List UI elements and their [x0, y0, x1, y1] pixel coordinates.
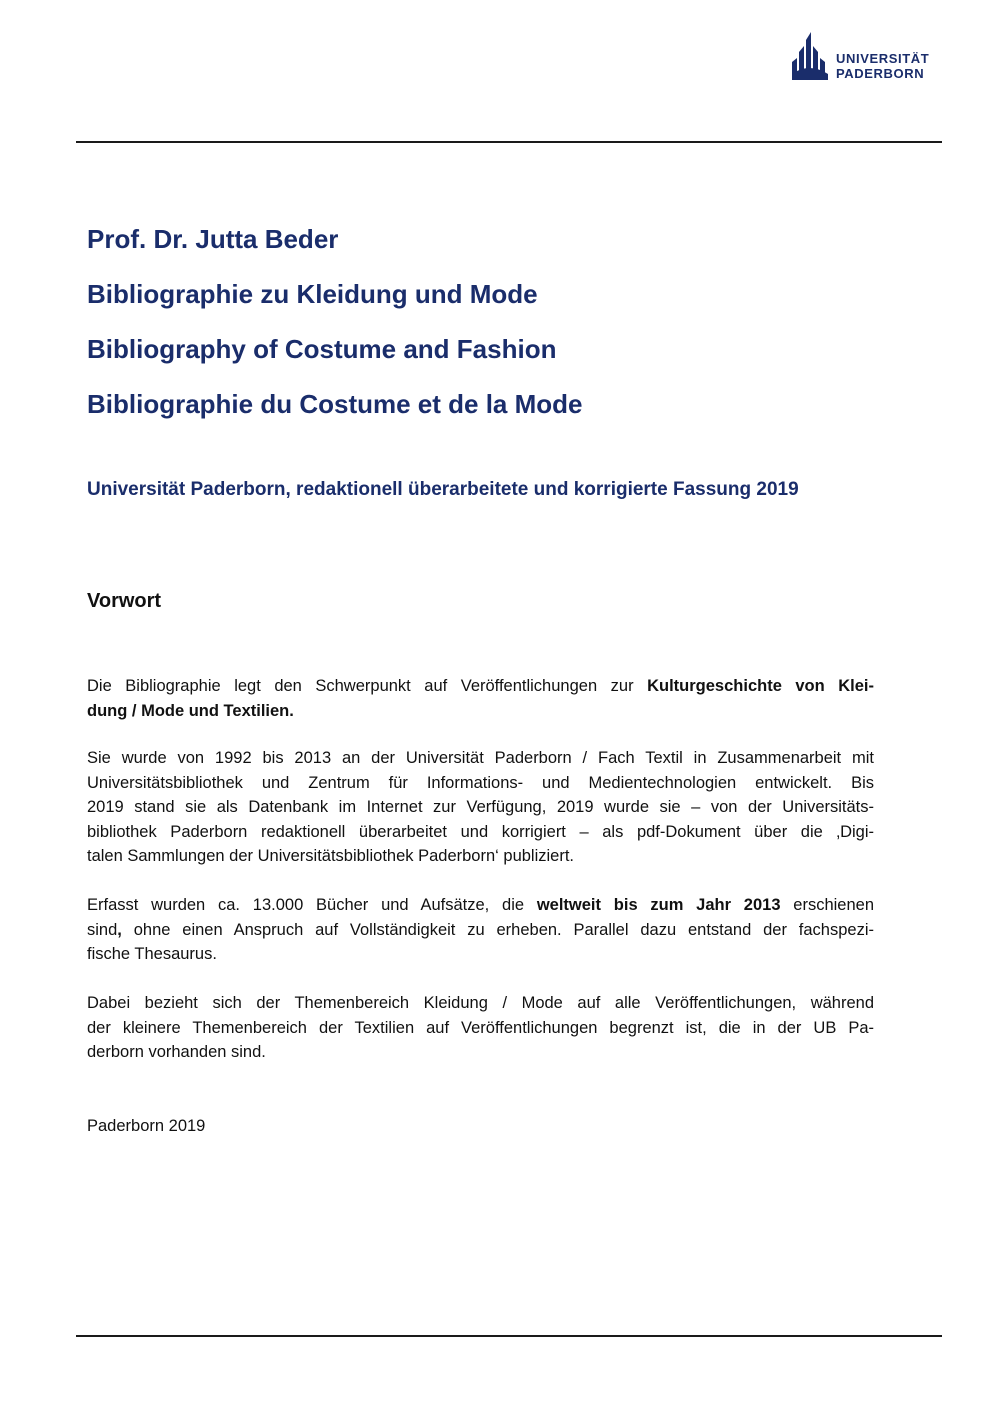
paragraph-line: bibliothek Paderborn redaktionell überarbeitet und korrigiert – als pdf-Dokument über die ‚Digi- — [87, 822, 874, 841]
paragraph-scope — [87, 893, 874, 967]
section-heading-vorwort: Vorwort — [87, 590, 162, 612]
bold-text-run: Kulturgeschichte von Klei- — [647, 677, 874, 695]
closing-place-date: Paderborn 2019 — [87, 1117, 206, 1135]
bold-text-run: , — [117, 920, 122, 939]
bold-text-run: weltweit bis zum Jahr 2013 — [536, 896, 781, 914]
paragraph-line: Dabei bezieht sich der Themenbereich Kleidung / Mode auf alle Veröffentlichungen, während — [87, 994, 874, 1012]
text-run: Die Bibliographie legt den Schwerpunkt auf Veröffentlichungen zur — [87, 677, 648, 695]
paragraph-line — [87, 674, 874, 699]
top-divider — [76, 141, 942, 143]
paragraph-line — [87, 918, 874, 943]
paragraph-history — [87, 746, 874, 869]
paragraph-topics — [87, 991, 874, 1065]
title-english: Bibliography of Costume and Fashion — [87, 334, 557, 364]
text-run: Erfasst wurden ca. 13.000 Bücher und Aufsätze, die — [87, 896, 537, 914]
paragraph-line: fische Thesaurus. — [87, 945, 217, 963]
university-logo-wordmark — [836, 51, 929, 81]
bottom-divider — [76, 1335, 942, 1337]
bold-text-run: dung / Mode und Textilien. — [87, 701, 294, 720]
logo-line-2: PADERBORN — [836, 66, 925, 81]
paragraph-line: 2019 stand sie als Datenbank im Internet zur Verfügung, 2019 wurde sie – von der Universitäts- — [87, 798, 874, 816]
author-title: Prof. Dr. Jutta Beder — [87, 224, 339, 254]
text-run: sind — [87, 920, 118, 939]
text-run: erschienen — [780, 896, 874, 914]
paragraph-line: der kleinere Themenbereich der Textilien auf Veröffentlichungen begrenzt ist, die in der UB Pa- — [87, 1018, 874, 1037]
title-french: Bibliographie du Costume et de la Mode — [87, 389, 583, 419]
paragraph-line — [87, 893, 874, 918]
paragraph-focus — [87, 674, 874, 723]
paragraph-line: Universitätsbibliothek und Zentrum für Informations- und Medientechnologien entwickelt. Bis — [87, 773, 874, 792]
paragraph-line — [87, 699, 874, 724]
paragraph-line: talen Sammlungen der Universitätsbibliothek Paderborn‘ publiziert. — [87, 847, 575, 865]
paragraph-line: Sie wurde von 1992 bis 2013 an der Universität Paderborn / Fach Textil in Zusammenarbeit mit — [87, 749, 874, 767]
university-logo — [792, 32, 942, 82]
text-run: ohne einen Anspruch auf Vollständigkeit zu erheben. Parallel dazu entstand der fachspezi- — [121, 920, 874, 939]
edition-subtitle: Universität Paderborn, redaktionell überarbeitete und korrigierte Fassung 2019 — [87, 479, 799, 500]
paragraph-line: derborn vorhanden sind. — [87, 1043, 266, 1061]
logo-line-1: UNIVERSITÄT — [836, 51, 930, 66]
title-german: Bibliographie zu Kleidung und Mode — [87, 279, 538, 309]
university-logo-mark-icon — [792, 32, 828, 80]
